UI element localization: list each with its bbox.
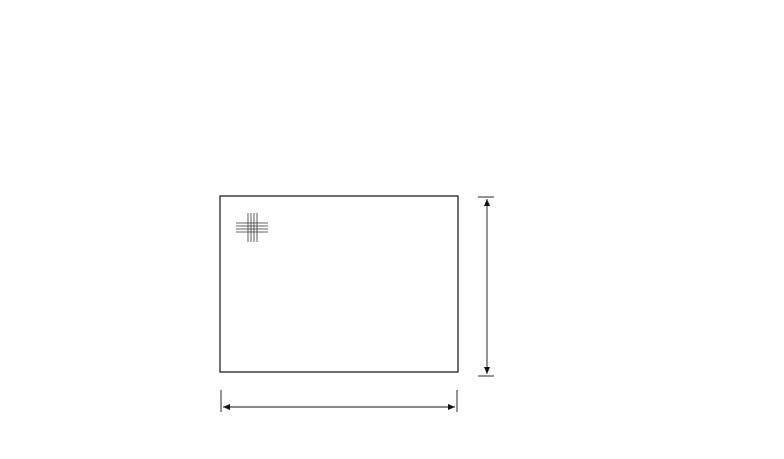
slab-outline: [220, 196, 458, 372]
height-dimension: [478, 197, 494, 376]
reinforcement-grid-icon: [236, 213, 268, 242]
width-dimension: [221, 390, 457, 412]
